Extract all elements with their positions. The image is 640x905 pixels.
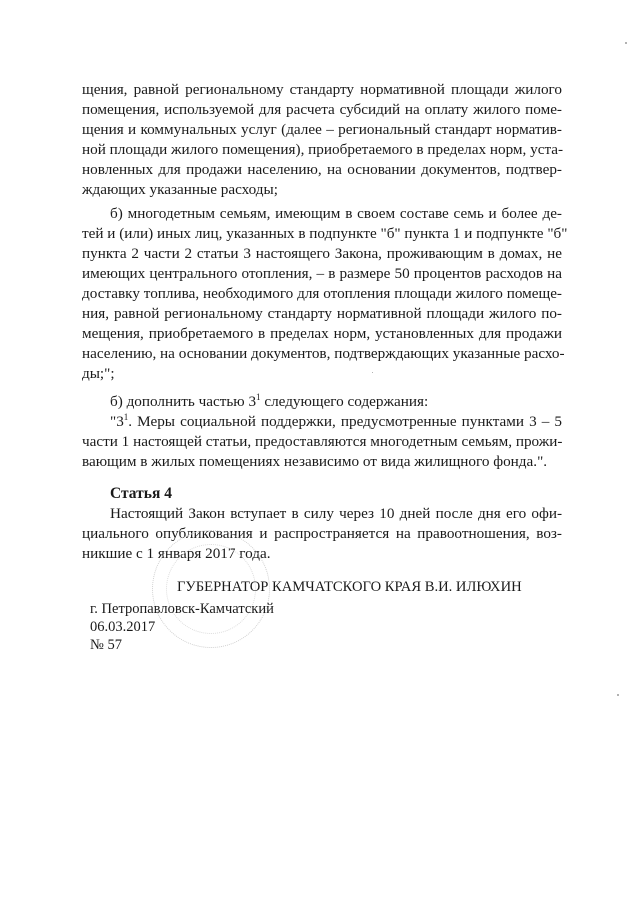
number-line: № 57	[90, 637, 122, 653]
body-line	[110, 392, 562, 412]
body-line: помещения, используемой для расчета субсидий на оплату жилого поме-	[82, 101, 562, 118]
date-line: 06.03.2017	[90, 619, 156, 635]
body-line: тей и (или) иных лиц, указанных в подпункте "б" пункта 1 и подпункте "б"	[82, 225, 568, 242]
body-text: б) дополнить частью 3	[110, 393, 257, 410]
scan-speck	[372, 372, 373, 373]
body-line	[110, 412, 562, 432]
body-line: новленных для продажи населению, на основании документов, подтвер-	[82, 161, 562, 178]
article-line: циального опубликования и распространяется на правоотношения, воз-	[82, 525, 562, 542]
body-line: имеющих центрального отопления, – в размере 50 процентов расходов на	[82, 265, 562, 282]
body-line: доставку топлива, необходимого для отопления площади жилого помеще-	[82, 285, 562, 302]
body-line: щения и коммунальных услуг (далее – региональный стандарт норматив-	[82, 121, 562, 138]
body-line: пункта 2 части 2 статьи 3 настоящего Закона, проживающим в домах, не	[82, 245, 562, 262]
body-line: вающим в жилых помещениях независимо от вида жилищного фонда.".	[82, 453, 548, 470]
body-line: ждающих указанные расходы;	[82, 181, 278, 198]
body-line: ды;";	[82, 365, 115, 382]
article-heading: Статья 4	[110, 485, 172, 502]
scan-speck	[625, 42, 627, 44]
place-line: г. Петропавловск-Камчатский	[90, 601, 274, 617]
body-line: населению, на основании документов, подтверждающих указанные расхо-	[82, 345, 565, 362]
body-line: части 1 настоящей статьи, предоставляются многодетным семьям, прожи-	[82, 433, 563, 450]
superscript: 1	[256, 392, 261, 402]
body-line: б) многодетным семьям, имеющим в своем составе семь и более де-	[110, 205, 562, 222]
body-line: щения, равной региональному стандарту нормативной площади жилого	[82, 81, 562, 98]
scan-speck	[617, 694, 619, 696]
body-text: следующего содержания:	[260, 393, 429, 410]
body-text: "3	[110, 413, 124, 430]
article-line: Настоящий Закон вступает в силу через 10 дней после дня его офи-	[110, 505, 562, 522]
superscript: 1	[123, 412, 129, 422]
body-text: . Меры социальной поддержки, предусмотренные пунктами 3 – 5	[128, 413, 562, 430]
body-line: мещения, приобретаемого в пределах норм, установленных для продажи	[82, 325, 562, 342]
body-line: ния, равной региональному стандарту нормативной площади жилого по-	[82, 305, 562, 322]
article-line: никшие с 1 января 2017 года.	[82, 545, 271, 562]
body-line: ной площади жилого помещения), приобретаемого в пределах норм, уста-	[82, 141, 564, 158]
governor-signature: ГУБЕРНАТОР КАМЧАТСКОГО КРАЯ В.И. ИЛЮХИН	[177, 579, 522, 595]
